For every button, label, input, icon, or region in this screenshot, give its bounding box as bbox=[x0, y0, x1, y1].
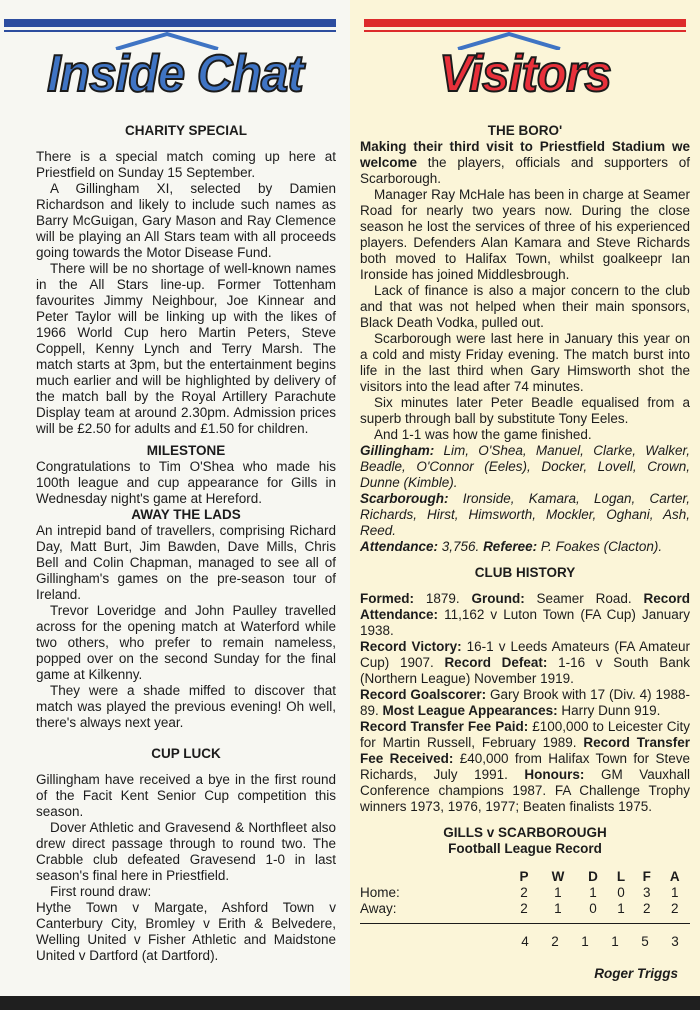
paragraph: Making their third visit to Priestfield Stadium we welcome the players, officials and supporters of Scarborough. bbox=[360, 139, 690, 186]
paragraph: There is a special match coming up here at Priestfield on Sunday 15 September. bbox=[36, 149, 336, 180]
paragraph: First round draw: bbox=[50, 884, 152, 899]
paragraph: Trevor Loveridge and John Paulley travelled across for the opening match at Waterford while two others, who prefer to remain nameless, popped over on the second Sunday for the final game at Kilkenny. bbox=[36, 603, 336, 682]
heading-cup: CUP LUCK bbox=[151, 746, 221, 761]
attendance-referee: Attendance: 3,756. Referee: P. Foakes (Clacton). bbox=[360, 539, 663, 554]
col-header: L bbox=[616, 869, 626, 884]
totals-table bbox=[360, 934, 690, 950]
paragraph: A Gillingham XI, selected by Damien Richardson and likely to include such names as Barry McGuigan, Gary Mason and Ray Clemence will be playing an All Stars team with all proceeds going towards the Motor Disease Fund. bbox=[36, 181, 336, 260]
totals-row: 4 2 1 1 5 3 bbox=[521, 934, 679, 949]
table-row: Home: 2 1 1 0 3 1 bbox=[360, 885, 679, 900]
paragraph: An intrepid band of travellers, comprising Richard Day, Matt Burt, Jim Bawden, Dave Mills, Chris Bell and Colin Chapman, managed to see all of Gillingham's games on the pre-season tour of Ireland. bbox=[36, 523, 336, 602]
paragraph: Lack of finance is also a major concern to the club and that was not helped when their main sponsors, Black Death Vodka, pulled out. bbox=[360, 283, 690, 330]
paragraph: And 1-1 was how the game finished. bbox=[374, 427, 592, 442]
paragraph: Dover Athletic and Gravesend & Northfleet also drew direct passage through to round two. The Crabble club defeated Gravesend 1-0 in last season's final here in Priestfield. bbox=[36, 820, 336, 883]
author-signature: Roger Triggs bbox=[594, 966, 678, 981]
heading-charity: CHARITY SPECIAL bbox=[124, 123, 247, 138]
league-record-table bbox=[360, 869, 690, 917]
table-header-row bbox=[360, 869, 690, 885]
paragraph: Congratulations to Tim O'Shea who made his 100th league and cup appearance for Gills in Wednesday night's game at Hereford. bbox=[36, 459, 336, 506]
heading-history: CLUB HISTORY bbox=[474, 565, 576, 580]
divider bbox=[360, 923, 690, 924]
paragraph: Hythe Town v Margate, Ashford Town v Canterbury City, Bromley v Erith & Belvedere, Welling United v Fisher Athletic and Maidstone United v Dartford (at Dartford). bbox=[36, 900, 336, 963]
record-heading: GILLS v SCARBOROUGH bbox=[443, 825, 607, 840]
heading-milestone: MILESTONE bbox=[146, 443, 226, 458]
gillingham-lineup: Gillingham: Lim, O'Shea, Manuel, Clarke, Walker, Beadle, O'Connor (Eeles), Docker, Lovell, Crown, Dunne (Kimble). bbox=[360, 443, 690, 490]
paragraph: They were a shade miffed to discover that match was played the previous evening! Oh well, there's always next year. bbox=[36, 683, 336, 730]
col-header: F bbox=[642, 869, 651, 884]
inside-chat-column bbox=[0, 0, 350, 996]
table-row: Away: 2 1 0 1 2 2 bbox=[360, 901, 679, 916]
paragraph: Scarborough were last here in January this year on a cold and misty Friday evening. The match burst into life in the last third when Gary Himsworth shot the visitors into the lead after 74 minutes. bbox=[360, 331, 690, 394]
heading-away: AWAY THE LADS bbox=[131, 507, 241, 522]
visitors-column bbox=[350, 0, 700, 996]
record-subheading: Football League Record bbox=[448, 841, 602, 856]
paragraph: There will be no shortage of well-known names in the All Stars line-up. Former Tottenham favourites Jimmy Neighbour, Joe Kinnear and Peter Taylor will be linking up with the likes of 1966 World Cup hero Martin Peters, Steve Coppell, Kenny Lynch and Terry Marsh. The match starts at 3pm, but the entertainment begins much earlier and will be highlighted by delivery of the match ball by the Royal Artillery Parachute Display team at around 2.30pm. Admission prices will be £2.50 for adults and £1.50 for children. bbox=[36, 261, 336, 436]
paragraph: Gillingham have received a bye in the first round of the Facit Kent Senior Cup competition this season. bbox=[36, 772, 336, 819]
paragraph: Manager Ray McHale has been in charge at Seamer Road for nearly two years now. During the close season he lost the services of three of his experienced players. Defenders Alan Kamara and Steve Richards both moved to Halifax Town, whilst goalkeepr Ian Ironside has joined Middlesbrough. bbox=[360, 187, 690, 282]
club-history-text: Formed: 1879. Ground: Seamer Road. Record Attendance: 11,162 v Luton Town (FA Cup) January 1938. Record Victory: 16-1 v Leeds Amateurs (FA Amateur Cup) 1907. Record Defeat: 1-16 v South Bank (Northern League) November 1919. Record Goalscorer: Gary Brook with 17 (Div. 4) 1988-89. Most League Appearances: Harry Dunn 919. Record Transfer Fee Paid: £100,000 to Leicester City for Martin Russell, February 1989. Record Transfer Fee Received: £40,000 from Halifax Town for Steve Richards, July 1991. Honours: GM Vauxhall Conference champions 1987. FA Challenge Trophy winners 1973, 1976, 1977; Beaten finalists 1975. bbox=[360, 591, 691, 814]
col-header: D bbox=[588, 869, 598, 884]
section-title: Visitors bbox=[439, 45, 611, 103]
col-header: W bbox=[551, 869, 565, 884]
section-title: Inside Chat bbox=[47, 45, 303, 103]
col-header: A bbox=[669, 869, 680, 884]
heading-boro: THE BORO' bbox=[487, 123, 563, 138]
paragraph: Six minutes later Peter Beadle equalised from a superb through ball by substitute Tony Eeles. bbox=[360, 395, 690, 426]
scarborough-lineup: Scarborough: Ironside, Kamara, Logan, Carter, Richards, Hirst, Himsworth, Mockler, Oghani, Ash, Reed. bbox=[360, 491, 690, 538]
col-header: P bbox=[519, 869, 529, 884]
